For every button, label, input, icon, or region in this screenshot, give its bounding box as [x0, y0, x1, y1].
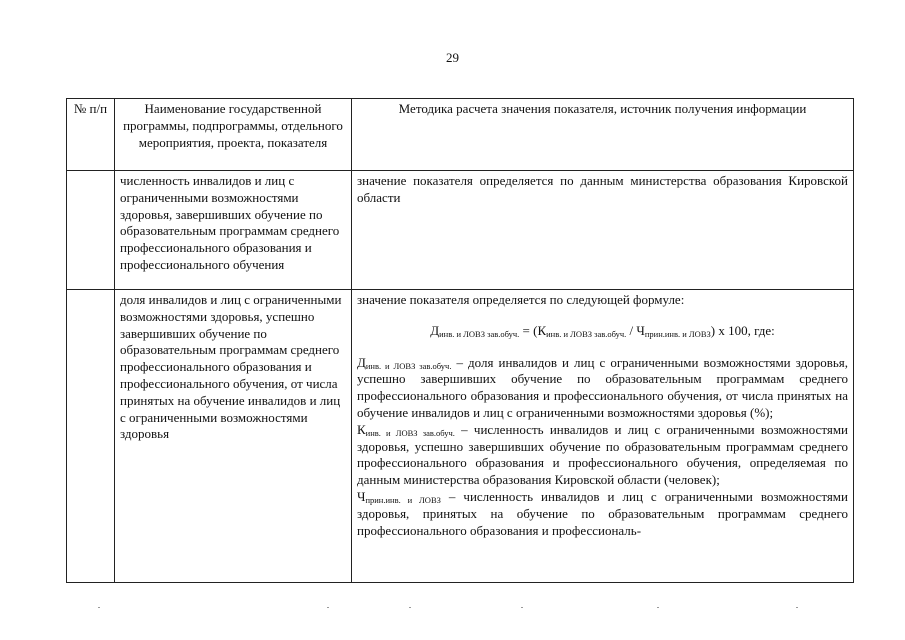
row-number-cell — [67, 171, 115, 290]
indicator-table — [66, 98, 854, 583]
header-name: Наименование государственной программы, подпрограммы, отдельного мероприятия, проекта, показателя — [115, 99, 352, 171]
header-number: № п/п — [67, 99, 115, 171]
indicator-name-cell: доля инвалидов и лиц с ограниченными возможностями здоровья, успешно завершивших обучение по образовательным программам среднего профессионального образования и профессионального обучения, от числа принятых на обучение инвалидов и лиц с ограниченными возможностями здоровья — [115, 290, 352, 583]
method-cell — [352, 290, 854, 583]
method-intro: значение показателя определяется по следующей формуле: — [357, 292, 685, 307]
header-method: Методика расчета значения показателя, источник получения информации — [352, 99, 854, 171]
scan-speck — [409, 607, 411, 608]
scan-speck — [521, 607, 523, 608]
scan-speck — [327, 607, 329, 608]
table-row — [67, 171, 854, 290]
definition-k: $К_{инв. и ЛОВЗ зав.обуч.}$ – численность инвалидов и лиц с ограниченными возможностями здоровья, успешно завершивших обучение по образовательным программам среднего профессионального образования и профессионального обучения, определяемая по данным министерства образования Кировской области (человек); — [357, 421, 848, 488]
table-header-row — [67, 99, 854, 171]
page-number: 29 — [446, 50, 459, 65]
scan-speck — [796, 607, 798, 608]
scan-speck — [98, 607, 100, 608]
row-number-cell — [67, 290, 115, 583]
formula: $Д_{инв. и ЛОВЗ зав.обуч.} = (К_{инв. и ЛОВЗ зав.обуч.} / Ч_{прин.инв. и ЛОВЗ})$ х 100, где: — [430, 322, 775, 339]
indicator-name-cell: численность инвалидов и лиц с ограниченными возможностями здоровья, завершивших обучение по образовательным программам среднего профессионального образования и профессионального обучения — [115, 171, 352, 290]
definition-ch: $Ч_{прин.инв. и ЛОВЗ}$ – численность инвалидов и лиц с ограниченными возможностями здоровья, принятых на обучение по образовательным программам среднего профессионального образования и профессиональ- — [357, 488, 848, 538]
definition-d: $Д_{инв. и ЛОВЗ зав.обуч.}$ – доля инвалидов и лиц с ограниченными возможностями здоровья, успешно завершивших обучение по образовательным программам среднего профессионального образования и профессионального обучения, от числа принятых на обучение инвалидов и лиц с ограниченными возможностями здоровья (%); — [357, 354, 848, 420]
scan-speck — [657, 607, 659, 608]
method-cell: значение показателя определяется по данным министерства образования Кировской области — [352, 171, 854, 290]
table-row — [67, 290, 854, 583]
